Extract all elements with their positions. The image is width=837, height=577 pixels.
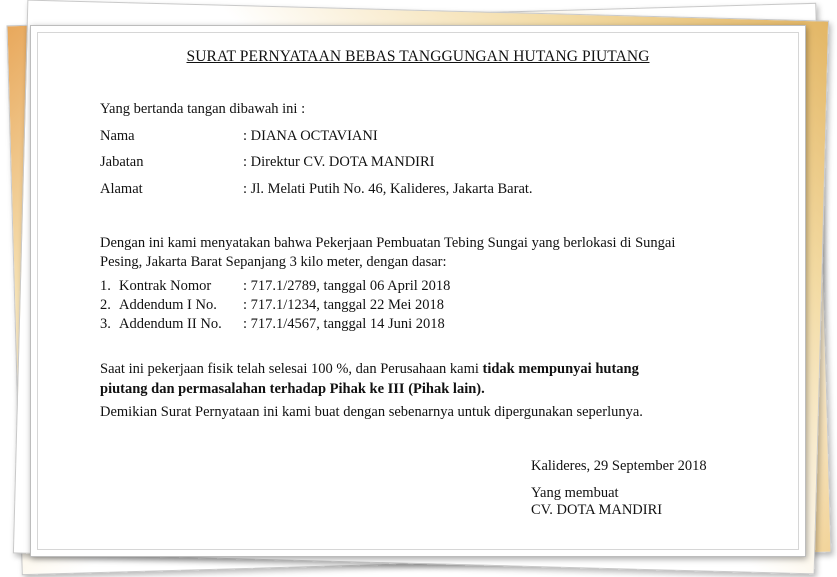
letter-paper bbox=[30, 25, 806, 557]
basis-value: : 717.1/2789, tanggal 06 April 2018 bbox=[243, 278, 451, 294]
intro-text: Yang bertanda tangan dibawah ini : bbox=[100, 101, 306, 117]
completion-text: Saat ini pekerjaan fisik telah selesai 100 %, dan Perusahaan kami bbox=[100, 361, 483, 377]
field-value: : Direktur CV. DOTA MANDIRI bbox=[243, 154, 435, 170]
signer-label: Yang membuat bbox=[531, 485, 619, 501]
basis-number: 1. bbox=[100, 278, 111, 294]
completion-bold-text: tidak mempunyai hutang bbox=[482, 361, 639, 377]
basis-value: : 717.1/4567, tanggal 14 Juni 2018 bbox=[243, 316, 445, 332]
field-label: Jabatan bbox=[100, 154, 144, 170]
completion-bold-text: piutang dan permasalahan terhadap Pihak ke III (Pihak lain). bbox=[100, 381, 485, 397]
basis-label: Addendum I No. bbox=[119, 297, 217, 313]
statement-line: Pesing, Jakarta Barat Sepanjang 3 kilo meter, dengan dasar: bbox=[100, 254, 447, 270]
basis-label: Addendum II No. bbox=[119, 316, 222, 332]
letter-title: SURAT PERNYATAAN BEBAS TANGGUNGAN HUTANG PIUTANG bbox=[186, 48, 650, 65]
statement-paragraph bbox=[100, 234, 675, 272]
basis-number: 3. bbox=[100, 316, 111, 332]
closing-text: Demikian Surat Pernyataan ini kami buat dengan sebenarnya untuk dipergunakan seperlunya. bbox=[100, 404, 643, 420]
field-label: Nama bbox=[100, 128, 135, 144]
completion-paragraph bbox=[100, 359, 639, 399]
place-date: Kalideres, 29 September 2018 bbox=[531, 458, 707, 474]
signer-company: CV. DOTA MANDIRI bbox=[531, 502, 663, 518]
field-value: : Jl. Melati Putih No. 46, Kalideres, Jakarta Barat. bbox=[243, 181, 533, 197]
basis-label: Kontrak Nomor bbox=[119, 278, 212, 294]
field-value: : DIANA OCTAVIANI bbox=[243, 128, 378, 144]
field-label: Alamat bbox=[100, 181, 143, 197]
basis-number: 2. bbox=[100, 297, 111, 313]
basis-value: : 717.1/1234, tanggal 22 Mei 2018 bbox=[243, 297, 444, 313]
statement-line: Dengan ini kami menyatakan bahwa Pekerjaan Pembuatan Tebing Sungai yang berlokasi di Sungai bbox=[100, 235, 676, 251]
